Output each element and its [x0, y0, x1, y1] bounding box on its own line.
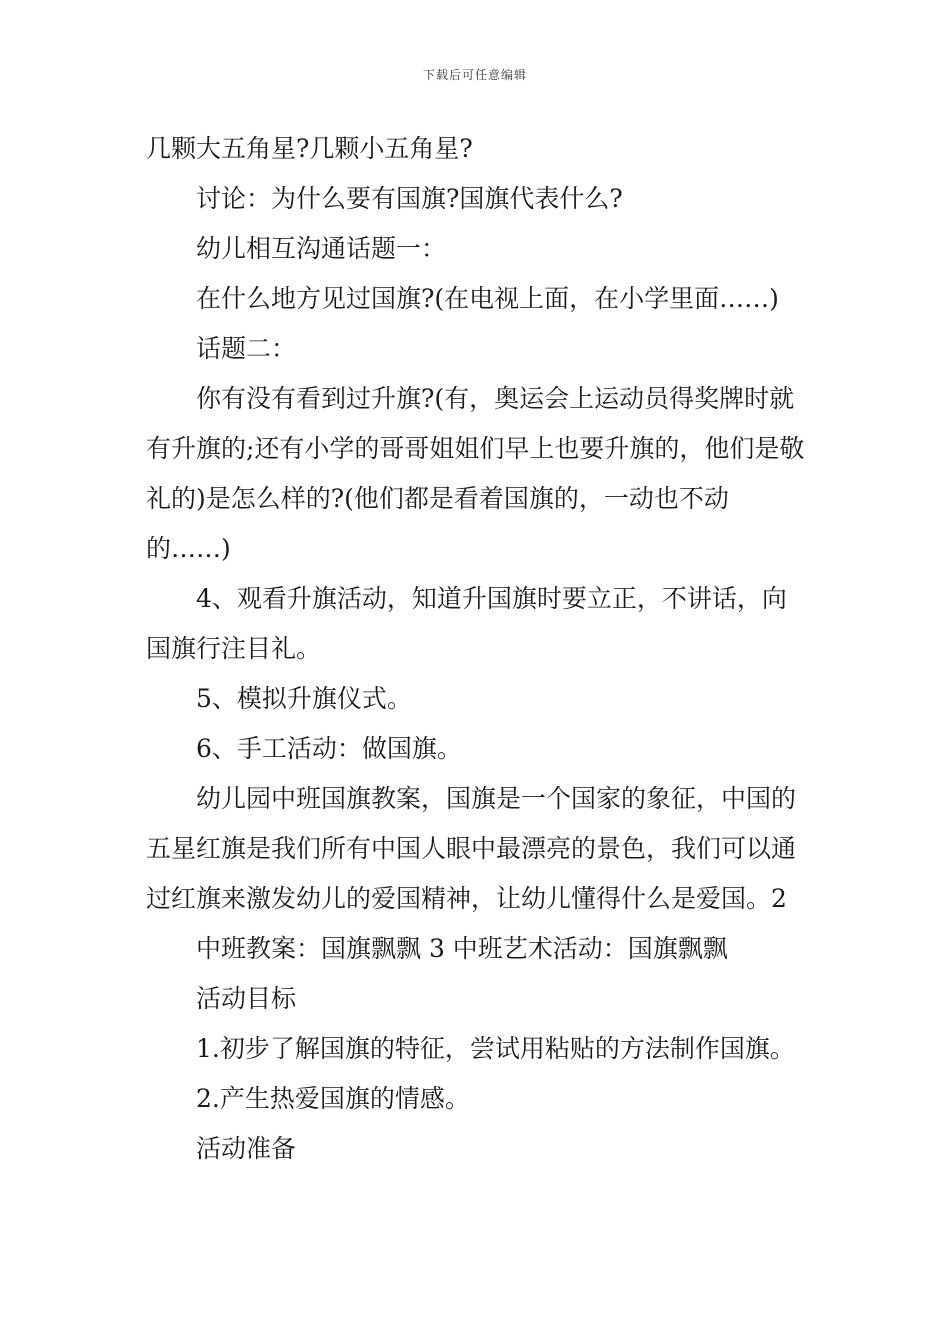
- paragraph-step-6: 6、手工活动：做国旗。: [196, 734, 462, 763]
- paragraph-summary: 幼儿园中班国旗教案，国旗是一个国家的象征，中国的五星红旗是我们所有中国人眼中最漂亮的景色，我们可以通过红旗来激发幼儿的爱国精神，让幼儿懂得什么是爱国。2: [146, 784, 797, 913]
- page-header: 下载后可任意编辑: [422, 68, 527, 82]
- paragraph-flag-raising: 你有没有看到过升旗?(有，奥运会上运动员得奖牌时就有升旗的;还有小学的哥哥姐姐们早上也要升旗的，他们是敬礼的)是怎么样的?(他们都是看着国旗的，一动也不动的……): [146, 384, 805, 563]
- paragraph-step-4: 4、观看升旗活动，知道升国旗时要立正，不讲话，向国旗行注目礼。: [146, 584, 787, 663]
- paragraph-goal-1: 1.初步了解国旗的特征，尝试用粘贴的方法制作国旗。: [196, 1034, 795, 1063]
- paragraph-topic-two: 话题二：: [196, 334, 297, 363]
- paragraph-discussion: 讨论：为什么要有国旗?国旗代表什么?: [196, 184, 623, 213]
- document-body: [146, 124, 810, 1174]
- paragraph-topic-one: 幼儿相互沟通话题一：: [196, 234, 447, 263]
- paragraph-lesson-title: 中班教案：国旗飘飘 3 中班艺术活动：国旗飘飘: [196, 934, 728, 963]
- paragraph-where-seen: 在什么地方见过国旗?(在电视上面，在小学里面……): [196, 284, 779, 313]
- heading-activity-preparation: 活动准备: [196, 1134, 297, 1163]
- heading-activity-goals: 活动目标: [196, 984, 297, 1013]
- paragraph-goal-2: 2.产生热爱国旗的情感。: [196, 1084, 470, 1113]
- paragraph-stars-question: 几颗大五角星?几颗小五角星?: [146, 134, 473, 163]
- paragraph-step-5: 5、模拟升旗仪式。: [196, 684, 412, 713]
